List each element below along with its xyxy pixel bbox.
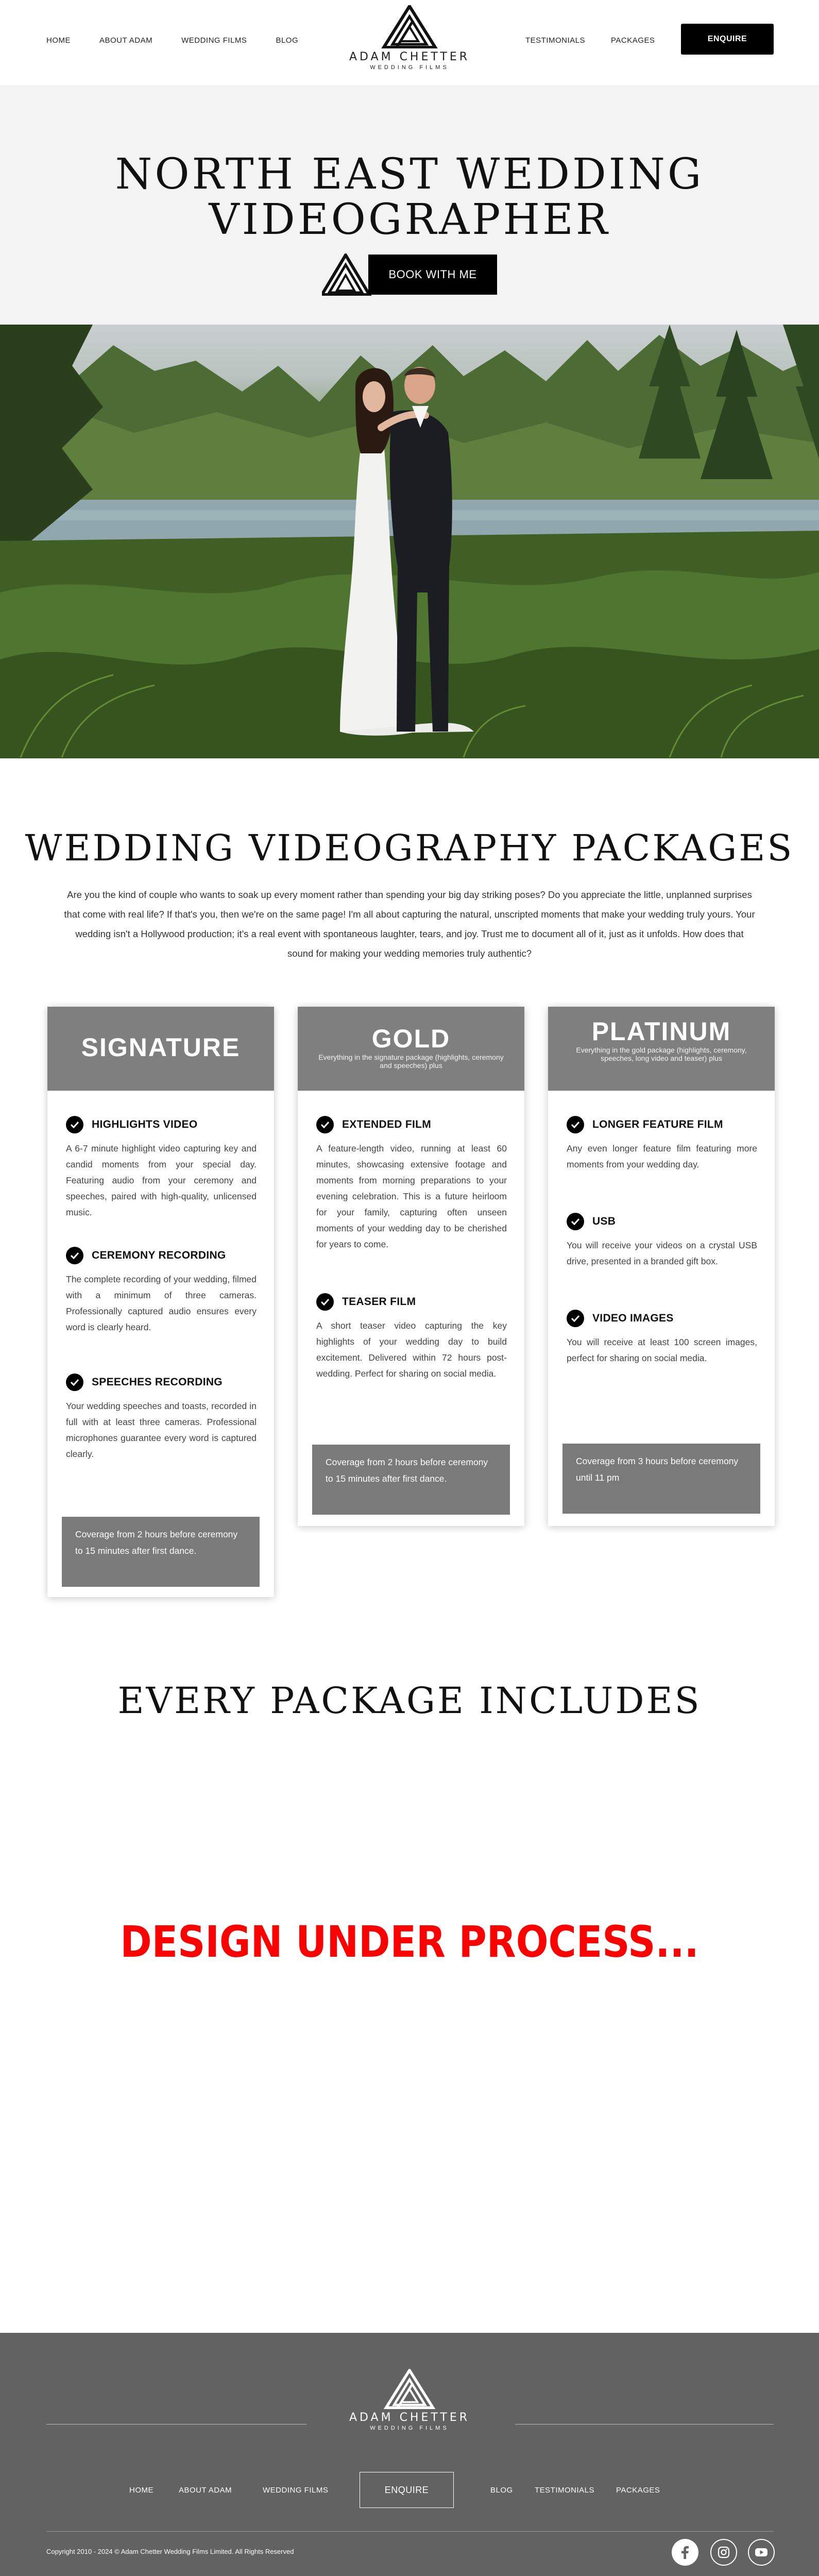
feature-title: USB xyxy=(592,1215,616,1227)
instagram-icon[interactable] xyxy=(710,2539,737,2566)
package-feature xyxy=(567,1310,757,1366)
footer-logo-tagline: WEDDING FILMS xyxy=(370,2425,449,2431)
check-circle-icon xyxy=(66,1116,83,1133)
enquire-button[interactable]: ENQUIRE xyxy=(681,24,774,55)
check-circle-icon xyxy=(567,1116,584,1133)
package-subtitle: Everything in the gold package (highlights, ceremony, speeches, long video and teaser) plus xyxy=(576,1046,747,1062)
feature-description: A feature-length video, running at least 60 minutes, showcasing extensive footage and moments from morning preparations to your evening celebration. This is a future heirloom for your family, capturing often unseen moments of your wedding day to be cherished for years to come. xyxy=(316,1143,507,1249)
feature-description: You will receive your videos on a crystal USB drive, presented in a branded gift box. xyxy=(567,1240,757,1266)
feature-title: CEREMONY RECORDING xyxy=(92,1249,226,1261)
youtube-icon[interactable] xyxy=(748,2539,775,2566)
site-logo[interactable] xyxy=(340,5,479,77)
feature-title: VIDEO IMAGES xyxy=(592,1312,674,1324)
hero-title xyxy=(0,152,819,243)
package-card-signature xyxy=(47,1007,274,1597)
book-with-me-button[interactable]: BOOK WITH ME xyxy=(368,255,497,295)
feature-description: A short teaser video capturing the key highlights of your wedding day to build excitement. Delivered within 72 hours post-wedding. Perfect for sharing on social media. xyxy=(316,1320,507,1379)
package-name: SIGNATURE xyxy=(81,1033,241,1062)
primary-nav-right xyxy=(525,36,655,45)
package-feature xyxy=(66,1116,257,1221)
feature-description: You will receive at least 100 screen images, perfect for sharing on social media. xyxy=(567,1337,757,1363)
check-circle-icon xyxy=(316,1293,334,1311)
hero-title-line-1: NORTH EAST WEDDING xyxy=(115,150,704,199)
nav-packages[interactable]: PACKAGES xyxy=(611,36,655,45)
footer-enquire-button[interactable]: ENQUIRE xyxy=(360,2472,454,2508)
logo-tagline: WEDDING FILMS xyxy=(370,64,449,71)
package-card-platinum xyxy=(548,1007,775,1526)
package-card-header xyxy=(47,1007,274,1091)
footer-bottom-divider xyxy=(46,2531,774,2532)
feature-description: Your wedding speeches and toasts, recorded in full with at least three cameras. Professional microphones guarantee every word is captured clearly. xyxy=(66,1401,257,1459)
hero-section xyxy=(0,85,819,325)
coverage-note: Coverage from 2 hours before ceremony to 15 minutes after first dance. xyxy=(312,1445,510,1515)
feature-description: Any even longer feature film featuring more moments from your wedding day. xyxy=(567,1143,757,1170)
nav-blog[interactable]: BLOG xyxy=(276,36,299,45)
packages-intro: Are you the kind of couple who wants to soak up every moment rather than spending your big day striking poses? Do you appreciate the little, unplanned surprises that come with real life? If that's you, then we're on the same page! I'm all about capturing the natural, unscripted moments that make your wedding truly yours. Your wedding isn't a Hollywood production; it's a real event with spontaneous laughter, tears, and joy. Trust me to document all of it, just as it unfolds. How does that sound for making your wedding memories truly authentic? xyxy=(64,889,755,959)
feature-description: The complete recording of your wedding, filmed with a minimum of three cameras. Professionally captured audio ensures every word is clearly heard. xyxy=(66,1274,257,1332)
package-feature xyxy=(316,1116,507,1252)
feature-description: A 6-7 minute highlight video capturing key and candid moments from your special day. Featuring audio from your ceremony and speeches, paired with high-quality, unlicensed music. xyxy=(66,1143,257,1217)
site-header xyxy=(0,0,819,85)
check-circle-icon xyxy=(567,1310,584,1327)
package-name: PLATINUM xyxy=(591,1017,731,1046)
nav-about-adam[interactable]: ABOUT ADAM xyxy=(99,36,153,45)
hero-wedding-photo xyxy=(0,325,819,758)
logo-name: ADAM CHETTER xyxy=(349,50,470,63)
package-feature xyxy=(316,1293,507,1382)
footer-nav-testimonials[interactable]: TESTIMONIALS xyxy=(535,2486,595,2495)
package-card-header xyxy=(548,1007,775,1091)
book-with-me-cta[interactable] xyxy=(322,253,500,296)
package-subtitle: Everything in the signature package (highlights, ceremony and speeches) plus xyxy=(318,1053,504,1070)
footer-nav-wedding-films[interactable]: WEDDING FILMS xyxy=(263,2486,329,2495)
check-circle-icon xyxy=(66,1374,83,1391)
logo-mark-icon xyxy=(381,5,438,48)
footer-divider-right xyxy=(515,2424,774,2425)
footer-divider-left xyxy=(46,2424,306,2425)
footer-nav-home[interactable]: HOME xyxy=(129,2486,153,2495)
couple-lake-forest-image xyxy=(0,325,819,758)
package-name: GOLD xyxy=(371,1024,451,1053)
facebook-icon[interactable] xyxy=(672,2539,698,2566)
footer-nav-about-adam[interactable]: ABOUT ADAM xyxy=(179,2486,232,2495)
feature-title: HIGHLIGHTS VIDEO xyxy=(92,1118,198,1130)
packages-title: WEDDING VIDEOGRAPHY PACKAGES xyxy=(25,827,794,869)
feature-title: TEASER FILM xyxy=(342,1296,416,1308)
footer-nav-packages[interactable]: PACKAGES xyxy=(616,2486,660,2495)
package-card-gold xyxy=(298,1007,524,1526)
package-card-header xyxy=(298,1007,524,1091)
feature-title: SPEECHES RECORDING xyxy=(92,1376,223,1388)
coverage-note: Coverage from 2 hours before ceremony to 15 minutes after first dance. xyxy=(62,1517,260,1587)
check-circle-icon xyxy=(316,1116,334,1133)
package-feature xyxy=(567,1213,757,1269)
hero-title-line-2: VIDEOGRAPHER xyxy=(209,195,610,244)
package-feature xyxy=(66,1247,257,1335)
nav-wedding-films[interactable]: WEDDING FILMS xyxy=(181,36,247,45)
feature-title: LONGER FEATURE FILM xyxy=(592,1118,723,1130)
footer-logo[interactable] xyxy=(340,2369,479,2431)
book-logo-mark-icon xyxy=(322,253,373,296)
nav-testimonials[interactable]: TESTIMONIALS xyxy=(525,36,586,45)
footer-logo-name: ADAM CHETTER xyxy=(349,2411,470,2424)
package-feature xyxy=(567,1116,757,1173)
includes-title: EVERY PACKAGE INCLUDES xyxy=(117,1680,702,1722)
check-circle-icon xyxy=(567,1213,584,1230)
copyright-text: Copyright 2010 - 2024 © Adam Chetter Wedding Films Limited. All Rights Reserved xyxy=(46,2548,294,2555)
check-circle-icon xyxy=(66,1247,83,1264)
design-under-process-notice: DESIGN UNDER PROCESS... xyxy=(120,1917,699,1967)
nav-home[interactable]: HOME xyxy=(46,36,71,45)
package-feature xyxy=(66,1374,257,1462)
site-footer xyxy=(0,2333,819,2576)
feature-title: EXTENDED FILM xyxy=(342,1118,432,1130)
footer-logo-mark-icon xyxy=(384,2369,435,2409)
footer-nav-blog[interactable]: BLOG xyxy=(490,2486,513,2495)
primary-nav-left xyxy=(46,36,298,45)
coverage-note: Coverage from 3 hours before ceremony until 11 pm xyxy=(562,1444,760,1514)
